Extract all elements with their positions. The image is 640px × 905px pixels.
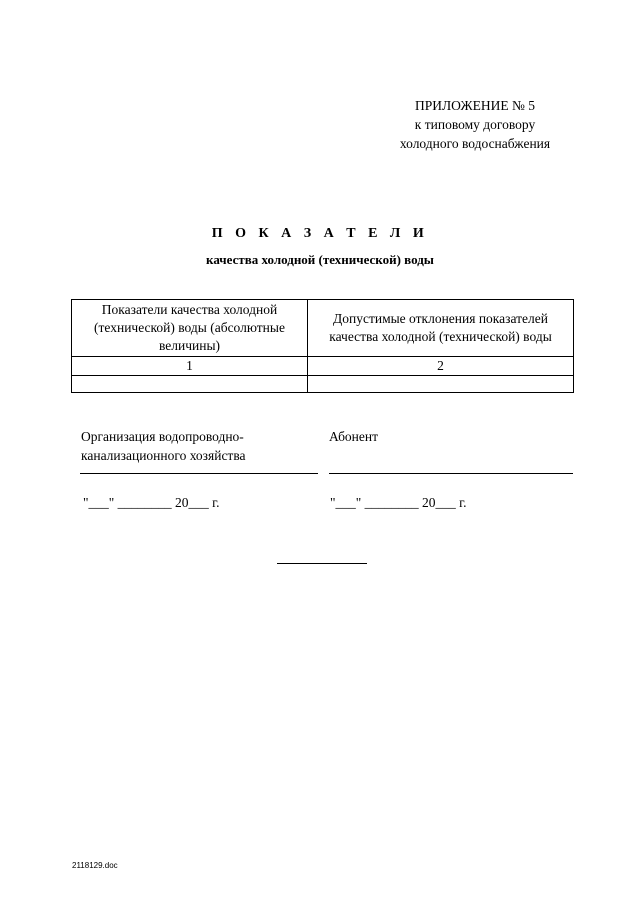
document-subtitle: качества холодной (технической) воды: [206, 252, 434, 267]
table-cell: [72, 376, 308, 393]
water-utility-signature-label: [81, 427, 246, 465]
table-row: [72, 376, 574, 393]
appendix-header: [360, 96, 590, 153]
appendix-reference: к типовому договору: [414, 117, 536, 132]
column-number-1: 1: [72, 357, 308, 376]
water-utility-signature-line: [80, 473, 318, 474]
table-header-indicators: Показатели качества холодной (технической) воды (абсолютные величины): [72, 300, 308, 357]
table-column-number-row: [72, 357, 574, 376]
end-divider: [277, 563, 367, 564]
table-cell: [308, 376, 574, 393]
appendix-number: ПРИЛОЖЕНИЕ № 5: [414, 98, 536, 113]
subscriber-date: "___" ________ 20___ г.: [330, 495, 467, 510]
water-utility-date: "___" ________ 20___ г.: [83, 495, 220, 510]
subscriber-signature-label: Абонент: [329, 429, 379, 444]
file-name-footer: 2118129.doc: [72, 861, 118, 870]
appendix-contract-type: холодного водоснабжения: [399, 136, 551, 151]
subscriber-signature-line: [329, 473, 573, 474]
document-title: П О К А З А Т Е Л И: [211, 226, 429, 241]
water-utility-label-line1: Организация водопроводно-: [81, 429, 244, 444]
table-header-deviations: Допустимые отклонения показателей качества холодной (технической) воды: [308, 300, 574, 357]
table-header-row: [72, 300, 574, 357]
quality-indicators-table: [71, 299, 574, 393]
column-number-2: 2: [308, 357, 574, 376]
water-utility-label-line2: канализационного хозяйства: [81, 448, 246, 463]
